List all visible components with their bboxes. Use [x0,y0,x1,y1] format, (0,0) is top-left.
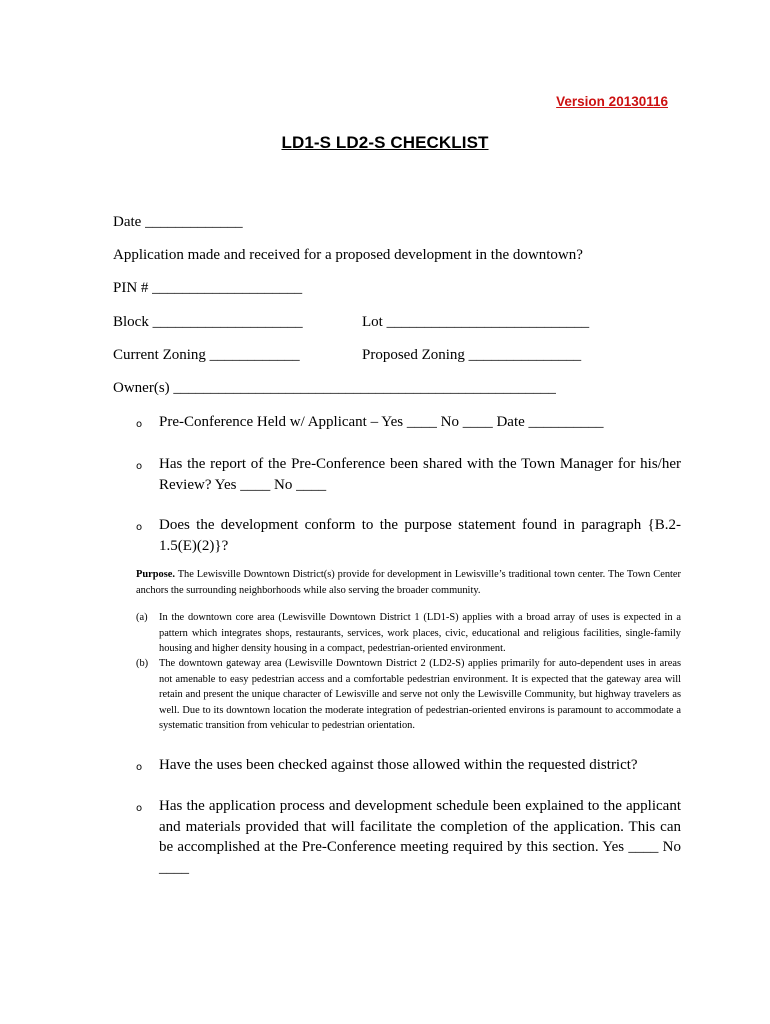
checklist-item-text: Has the report of the Pre-Conference been shared with the Town Manager for his/her Review? Yes ____ No ____ [159,456,681,493]
pin-field: PIN # ____________________ [113,280,303,296]
block-field: Block ____________________ [113,314,303,330]
checklist-item-text: Has the application process and development schedule been explained to the applicant and materials provided that will facilitate the completion of the application. This can be accomplished at the Pre-Conference meeting required by this section. Yes ____ No ____ [159,798,681,876]
bullet-icon: o [136,522,143,533]
purpose-label: Purpose. [136,569,175,580]
bullet-icon: o [136,803,143,814]
page-title: LD1-S LD2-S CHECKLIST [281,133,489,152]
purpose-statement [136,567,681,598]
proposed-zoning-field: Proposed Zoning _______________ [362,347,582,363]
checklist-item-text: Pre-Conference Held w/ Applicant – Yes ____ No ____ Date __________ [159,414,604,430]
clause-text: In the downtown core area (Lewisville Downtown District 1 (LD1-S) applies with a broad array of uses is expected in a pattern which integrates shops, restaurants, services, work places, civic, educational and religious facilities, single-family housing and higher density housing in a compact, pedestrian-oriented environment. [159,612,681,654]
current-zoning-field: Current Zoning ____________ [113,347,300,363]
bullet-icon: o [136,461,143,472]
application-question: Application made and received for a proposed development in the downtown? [113,247,583,263]
clause-text: The downtown gateway area (Lewisville Downtown District 2 (LD2-S) applies primarily for auto-dependent uses in areas not amenable to easy pedestrian access and a comfortable pedestrian environment. It is expected that the gateway area will retain and present the unique character of Lewisville and serve not only the Lewisville Community, but highway travelers as well. Due to its downtown location the moderate integration of pedestrian-oriented environs is paramount to accommodate a systematic transition from vehicular to pedestrian orientation. [159,658,681,731]
clause-marker: (a) [136,612,148,623]
clause-marker: (b) [136,658,149,669]
date-field: Date _____________ [113,214,243,230]
version-label: Version 20130116 [556,94,668,109]
checklist-item-text: Have the uses been checked against those allowed within the requested district? [159,757,638,773]
owners-field: Owner(s) ___________________________________________________ [113,380,556,396]
checklist-item-text: Does the development conform to the purpose statement found in paragraph {B.2-1.5(E)(2)}? [159,517,681,554]
lot-field: Lot ___________________________ [362,314,590,330]
purpose-text: The Lewisville Downtown District(s) provide for development in Lewisville’s traditional town center. The Town Center anchors the surrounding neighborhoods while also serving the broader community. [136,569,681,596]
bullet-icon: o [136,762,143,773]
bullet-icon: o [136,419,143,430]
